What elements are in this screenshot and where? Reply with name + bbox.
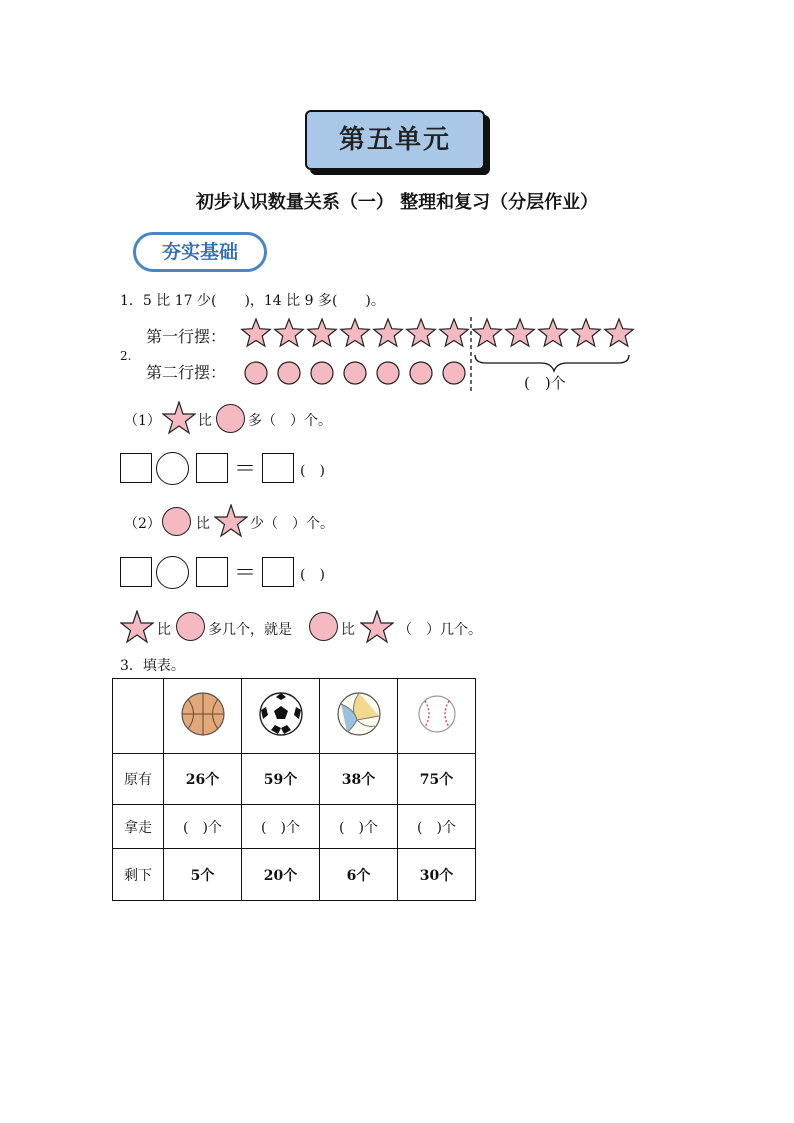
baseball-icon [413,690,461,738]
summary-suffix: （ ）几个。 [398,622,482,638]
star-icon [440,319,469,346]
answer-box[interactable] [120,557,152,587]
table-cell: 5个 [164,849,242,901]
table-cell[interactable]: ( )个 [242,805,320,849]
question-3-title: 3．填表。 [120,658,185,674]
equals-sign: ＝ [234,457,257,482]
answer-box[interactable] [262,557,294,587]
pink-circle-icon [245,362,267,384]
pink-circle-icon [410,362,432,384]
table-cell: 38个 [320,754,398,805]
row-label: 拿走 [113,805,164,849]
pink-circle-icon [278,362,300,384]
lesson-title: 初步认识数量关系（一） 整理和复习（分层作业） [195,192,599,213]
table-cell [320,679,398,754]
brace [475,355,629,371]
soccer-ball-icon [257,690,305,738]
table-cell: 26个 [164,754,242,805]
row1-label: 第一行摆： [146,327,227,346]
table-row [113,805,476,849]
table-cell: 75个 [398,754,476,805]
pink-circle-icon [443,362,465,384]
pink-circle-icon [216,404,245,433]
table-cell[interactable]: ( )个 [398,805,476,849]
pink-circle-icon [377,362,399,384]
star-icon [407,319,436,346]
brace-label: ( )个 [524,374,566,392]
part2-prefix: （2） [124,516,161,532]
table-cell [164,679,242,754]
table-row [113,679,476,754]
table-row [113,849,476,901]
table-cell[interactable]: ( )个 [320,805,398,849]
pink-circle-icon [176,612,205,641]
star-icon [374,319,403,346]
comparison-figure [236,315,646,395]
part1-mid: 比 [198,413,212,429]
operator-circle[interactable] [156,556,189,589]
basketball-icon [179,690,227,738]
row-label: 原有 [113,754,164,805]
star-icon [539,319,568,346]
unit-badge [305,110,485,170]
unit-title: 第五单元 [338,125,451,155]
part2-suffix: 少（ ）个。 [250,516,334,532]
equals-sign: ＝ [234,561,257,586]
star-row [242,319,634,346]
row2-label: 第二行摆： [146,363,227,382]
table-corner-cell [113,679,164,754]
star-icon [162,401,196,435]
table-cell [398,679,476,754]
unit-blank[interactable]: ( ) [300,463,325,479]
table-cell: 6个 [320,849,398,901]
ball-table [112,678,476,901]
table-cell: 59个 [242,754,320,805]
star-icon [572,319,601,346]
star-icon [308,319,337,346]
pink-circle-icon [309,612,338,641]
unit-blank[interactable]: ( ) [300,567,325,583]
star-icon [605,319,634,346]
part2-mid: 比 [196,516,210,532]
pink-circle-icon [344,362,366,384]
summary-mid-1: 比 [157,622,171,638]
circle-row [245,362,465,384]
star-icon [506,319,535,346]
operator-circle[interactable] [156,452,189,485]
star-icon [473,319,502,346]
star-icon [214,504,248,538]
star-icon [275,319,304,346]
pink-circle-icon [162,507,191,536]
section-badge [133,232,267,272]
star-icon [242,319,271,346]
table-cell[interactable]: ( )个 [164,805,242,849]
star-icon [120,610,154,644]
star-icon [341,319,370,346]
section-title: 夯实基础 [161,241,238,263]
answer-box[interactable] [196,453,228,483]
summary-mid-2: 多几个，就是 [208,622,292,638]
row-label: 剩下 [113,849,164,901]
summary-mid-3: 比 [341,622,355,638]
answer-box[interactable] [120,453,152,483]
star-icon [360,610,394,644]
answer-box[interactable] [262,453,294,483]
answer-box[interactable] [196,557,228,587]
table-cell: 30个 [398,849,476,901]
pink-circle-icon [311,362,333,384]
table-cell [242,679,320,754]
question-2-number: 2. [120,349,132,363]
part1-prefix: （1） [124,413,161,429]
volleyball-icon [335,690,383,738]
table-row [113,754,476,805]
table-cell: 20个 [242,849,320,901]
question-1: 1．5 比 17 少( )，14 比 9 多( )。 [120,293,385,309]
part1-suffix: 多（ ）个。 [248,413,332,429]
